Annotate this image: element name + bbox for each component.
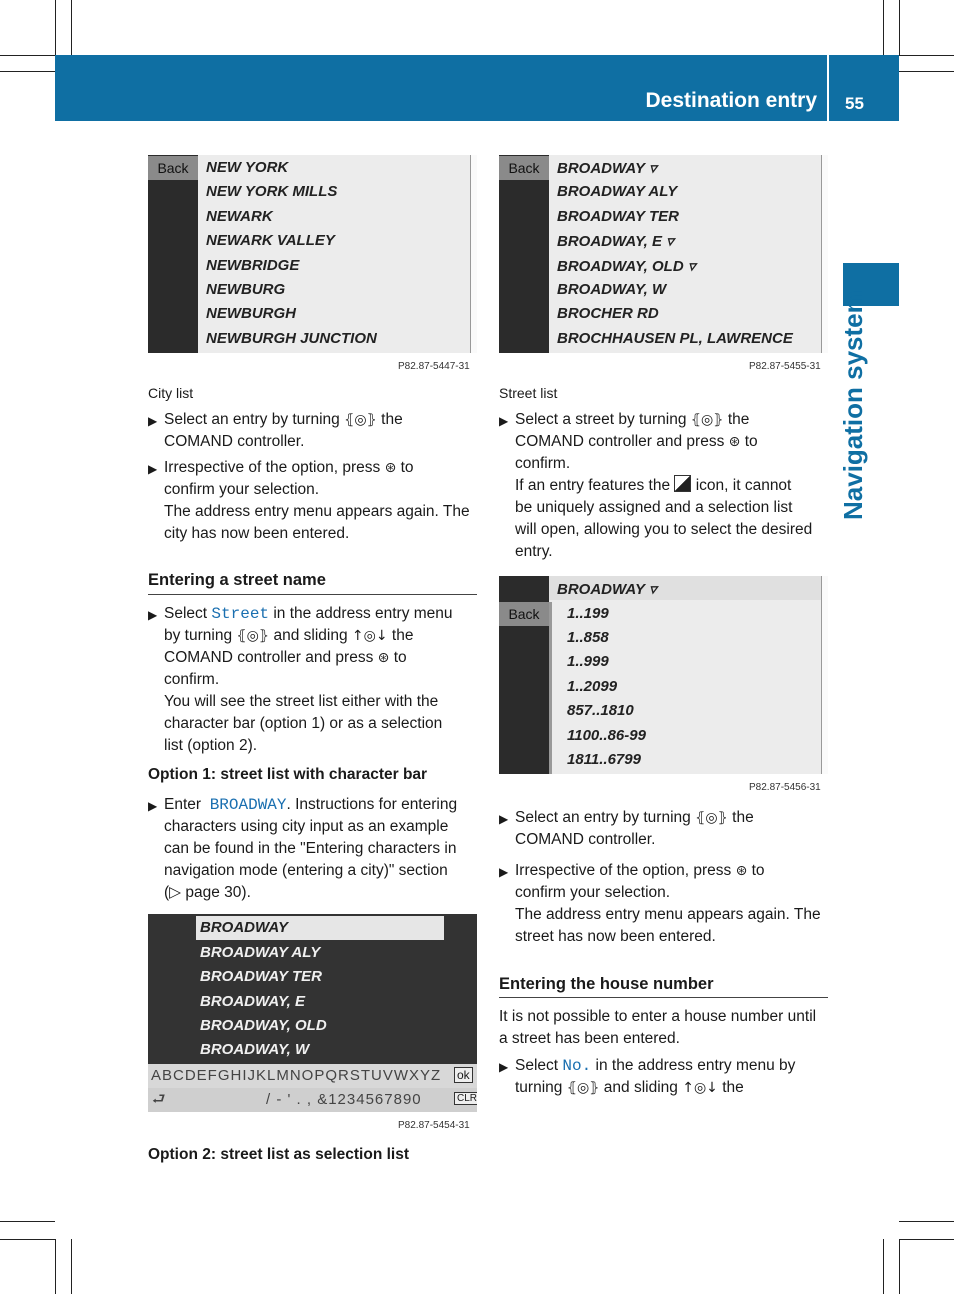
list-item[interactable]: BROADWAY, OLD: [200, 1017, 327, 1034]
figure-id: P82.87-5454-31: [398, 1120, 470, 1131]
list-item[interactable]: BROADWAY ▿: [557, 160, 657, 177]
instruction-text: Select an entry by turning ⦃◎⦄ the COMAND controller.: [515, 809, 754, 848]
header-separator: [827, 55, 829, 121]
list-item[interactable]: NEWARK: [206, 208, 273, 225]
body-text: It is not possible to enter a house number until a street has been entered.: [499, 1008, 817, 1047]
instruction-text: Select a street by turning ⦃◎⦄ the COMAND controller and press ⊛ to confirm. If an entry features the icon, it cannot be uniquely assigned and a selection list will open, allowing you to select the desired entry.: [515, 411, 813, 560]
controller-turn-icon: ⦃◎⦄: [344, 412, 377, 428]
crop-mark: [899, 55, 954, 56]
list-item[interactable]: BROADWAY, E: [200, 993, 306, 1010]
controller-slide-icon: ↑◎↓: [682, 1080, 718, 1096]
list-item[interactable]: BROADWAY, W: [557, 281, 667, 298]
menu-item-street: Street: [211, 605, 270, 623]
subheading: Option 2: street list as selection list: [148, 1146, 409, 1163]
crop-mark: [899, 1221, 954, 1222]
back-button[interactable]: Back: [148, 156, 198, 180]
crop-mark: [0, 55, 55, 56]
list-item[interactable]: BROADWAY ALY: [200, 944, 321, 961]
street-list-screenshot: [499, 155, 828, 353]
crop-mark: [899, 1239, 954, 1240]
controller-turn-icon: ⦃◎⦄: [695, 810, 728, 826]
bullet-arrow: ▶: [148, 799, 158, 813]
section-heading: Entering a street name: [148, 571, 326, 589]
instruction-text: Enter BROADWAY. Instructions for entering characters using city input as an example can be found in the "Entering characters in navigation mode (entering a city)" section (▷ page 30).: [164, 796, 458, 901]
list-item[interactable]: NEWARK VALLEY: [206, 232, 335, 249]
list-item[interactable]: NEWBURGH: [206, 305, 296, 322]
figure-id: P82.87-5456-31: [749, 782, 821, 793]
back-column: [499, 155, 549, 353]
controller-press-icon: ⊛: [728, 434, 741, 450]
crop-mark: [55, 1239, 56, 1294]
list-item[interactable]: NEWBURG: [206, 281, 286, 298]
house-number-range-screenshot: [499, 576, 828, 774]
controller-turn-icon: ⦃◎⦄: [690, 412, 724, 428]
list-item[interactable]: BROCHER RD: [557, 305, 659, 322]
list-item[interactable]: BROADWAY ALY: [557, 183, 678, 200]
list-item[interactable]: 1..858: [567, 629, 609, 646]
bullet-arrow: ▶: [499, 812, 509, 826]
list-item[interactable]: BROADWAY, E ▿: [557, 233, 674, 250]
back-arrow-icon[interactable]: ⮐: [152, 1091, 166, 1108]
page-header: [55, 55, 899, 121]
list-item[interactable]: BROADWAY TER: [557, 208, 679, 225]
section-title: Destination entry: [645, 89, 817, 112]
controller-turn-icon: ⦃◎⦄: [236, 628, 270, 644]
list-item[interactable]: BROADWAY, W: [200, 1041, 310, 1058]
heading-rule: [148, 594, 477, 595]
crop-mark: [899, 71, 954, 72]
instruction-text: Irrespective of the option, press ⊛ to confirm your selection. The address entry menu appears again. The street has now been entered.: [515, 862, 821, 945]
figure-caption: Street list: [499, 385, 558, 401]
digit-bar[interactable]: ⮐ / - ' . , &1234567890: [148, 1088, 477, 1112]
crop-mark: [71, 1239, 72, 1294]
crop-mark: [0, 71, 55, 72]
figure-id: P82.87-5455-31: [749, 361, 821, 372]
figure-id: P82.87-5447-31: [398, 361, 470, 372]
ambiguous-entry-icon: [674, 475, 691, 492]
list-item[interactable]: 1..999: [567, 653, 609, 670]
side-chapter-title: Navigation system: [838, 290, 868, 520]
instruction-text: Select No. in the address entry menu by turning ⦃◎⦄ and sliding ↑◎↓ the: [515, 1057, 796, 1096]
bullet-arrow: ▶: [148, 462, 158, 476]
bullet-arrow: ▶: [499, 414, 509, 428]
crop-mark: [0, 1239, 55, 1240]
back-button[interactable]: Back: [499, 156, 549, 180]
instruction-text: Select an entry by turning ⦃◎⦄ the COMAND controller.: [164, 411, 403, 450]
list-header: BROADWAY ▿: [557, 581, 657, 598]
controller-press-icon: ⊛: [735, 863, 748, 879]
heading-rule: [499, 997, 828, 998]
scrollbar[interactable]: [821, 576, 828, 774]
bullet-arrow: ▶: [499, 1060, 509, 1074]
crop-mark: [883, 1239, 884, 1294]
list-item[interactable]: 1..2099: [567, 678, 618, 695]
instruction-text: Irrespective of the option, press ⊛ to confirm your selection. The address entry menu appears again. The city has now been entered.: [164, 459, 470, 542]
controller-turn-icon: ⦃◎⦄: [566, 1080, 600, 1096]
section-heading: Entering the house number: [499, 975, 714, 993]
crop-mark: [0, 1221, 55, 1222]
city-list-screenshot: [148, 155, 477, 353]
page-number: 55: [845, 94, 864, 113]
character-bar[interactable]: ABCDEFGHIJKLMNOPQRSTUVWXYZ: [148, 1064, 477, 1088]
scrollbar[interactable]: [470, 155, 477, 353]
bullet-arrow: ▶: [148, 414, 158, 428]
list-item[interactable]: 1..199: [567, 605, 609, 622]
character-bar-screenshot: [148, 914, 477, 1112]
bullet-arrow: ▶: [148, 608, 158, 622]
crop-mark: [55, 0, 56, 55]
crop-mark: [899, 1239, 900, 1294]
controller-slide-icon: ↑◎↓: [351, 628, 388, 644]
input-broadway: BROADWAY: [209, 796, 287, 814]
instruction-text: Select Street in the address entry menu by turning ⦃◎⦄ and sliding ↑◎↓ the COMAND controller and press ⊛ to confirm. You will see the street list either with the character bar (option 1) or as a selection list (option 2).: [164, 605, 453, 754]
crop-mark: [71, 0, 72, 55]
crop-mark: [899, 0, 900, 55]
list-item[interactable]: BROCHHAUSEN PL, LAWRENCE: [557, 330, 793, 347]
bullet-arrow: ▶: [499, 865, 509, 879]
crop-mark: [883, 0, 884, 55]
list-item[interactable]: BROADWAY, OLD ▿: [557, 258, 696, 275]
list-item[interactable]: NEWBRIDGE: [206, 257, 300, 274]
list-item[interactable]: 857..1810: [567, 702, 634, 719]
list-item[interactable]: NEWBURGH JUNCTION: [206, 330, 377, 347]
controller-press-icon: ⊛: [384, 460, 397, 476]
subheading: Option 1: street list with character bar: [148, 766, 428, 783]
controller-press-icon: ⊛: [377, 650, 390, 666]
ok-button[interactable]: ok: [454, 1067, 473, 1083]
scrollbar[interactable]: [821, 155, 828, 353]
clr-button[interactable]: CLR: [454, 1092, 477, 1105]
figure-caption: City list: [148, 385, 194, 401]
list-item[interactable]: BROADWAY: [200, 919, 289, 936]
list-item[interactable]: BROADWAY TER: [200, 968, 322, 985]
back-button[interactable]: Back: [499, 602, 549, 626]
list-item[interactable]: NEW YORK MILLS: [206, 183, 338, 200]
list-item[interactable]: 1811..6799: [567, 751, 641, 768]
list-item[interactable]: 1100..86-99: [567, 727, 646, 744]
back-column: [148, 155, 198, 353]
menu-item-number: No.: [562, 1057, 592, 1075]
list-item[interactable]: NEW YORK: [206, 159, 289, 176]
